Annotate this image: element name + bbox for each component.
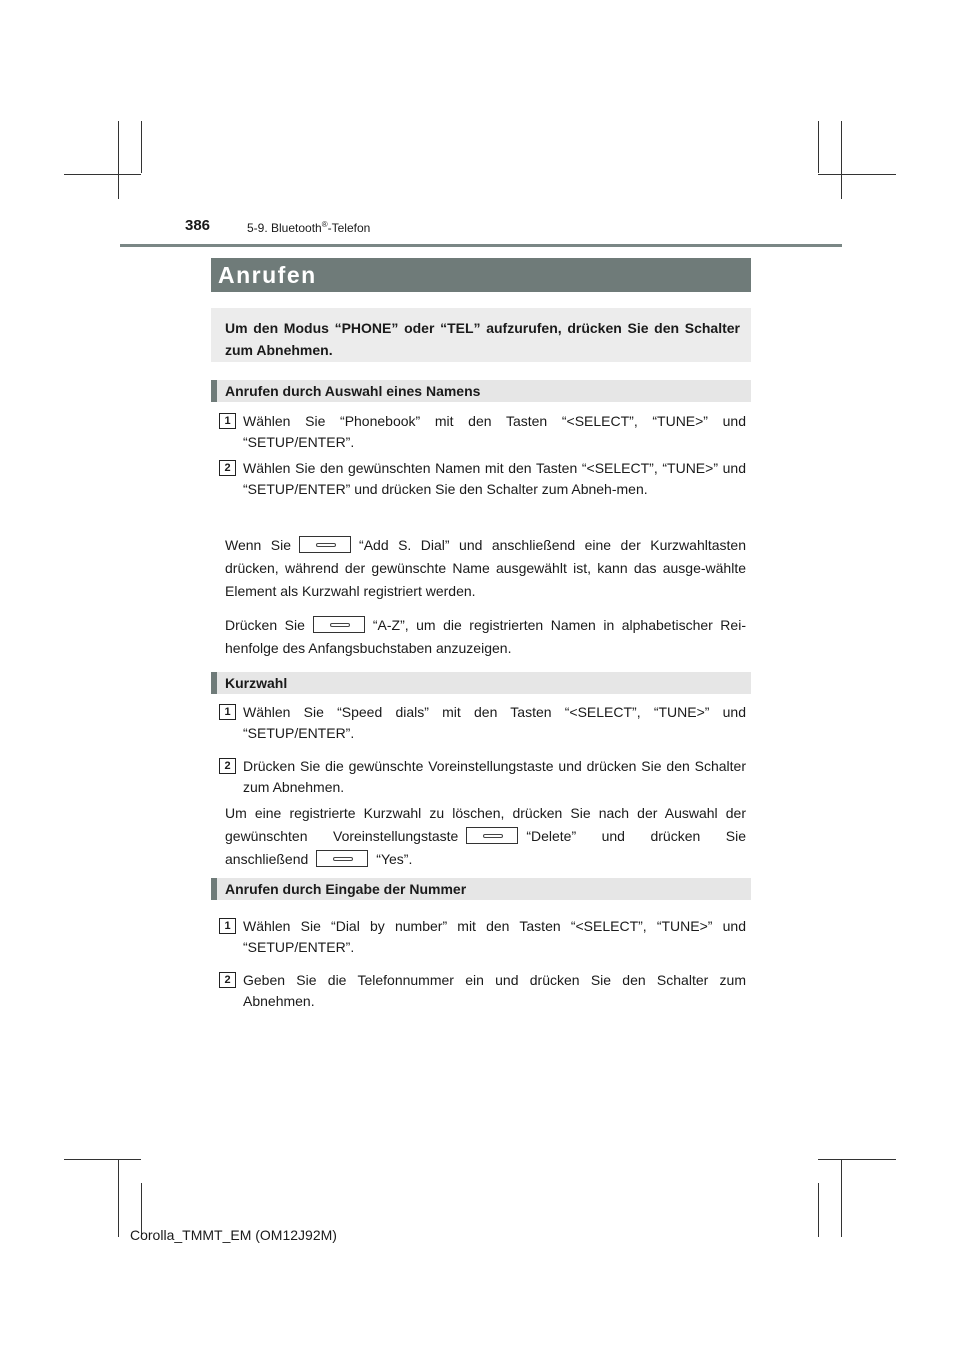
note-add-speed-dial [225, 534, 746, 603]
step-number-badge: 2 [219, 972, 236, 988]
step-text: Drücken Sie die gewünschte Voreinstellungstaste und drücken Sie den Schalter zum Abnehmen. [243, 758, 746, 795]
page-title: Anrufen [211, 258, 751, 292]
note-a-z [225, 614, 746, 660]
section-suffix: -Telefon [327, 221, 371, 235]
note-text-after: “A-Z”, um die registrierten Namen in alphabetischer Rei-henfolge des Anfangsbuchstaben anzuzeigen. [225, 617, 746, 656]
note-text-before: Wenn Sie [225, 537, 292, 553]
intro-box: Um den Modus “PHONE” oder “TEL” aufzurufen, drücken Sie den Schalter zum Abnehmen. [211, 308, 751, 362]
crop-mark [118, 121, 119, 199]
crop-mark [118, 1159, 119, 1237]
note-delete-speed-dial [225, 802, 746, 871]
step-text: Wählen Sie den gewünschten Namen mit den Tasten “<SELECT”, “TUNE>” und “SETUP/ENTER” und drücken Sie den Schalter zum Abneh-men. [243, 460, 746, 497]
note-part-3: “Yes”. [376, 851, 413, 867]
phone-switch-icon [466, 827, 518, 844]
crop-mark [64, 1159, 141, 1160]
crop-mark [818, 174, 896, 175]
crop-mark [64, 174, 141, 175]
section-heading-dial-number: Anrufen durch Eingabe der Nummer [211, 878, 751, 900]
note-text-after: “Add S. Dial” und anschließend eine der Kurzwahltasten drücken, während der gewünschte Name ausgewählt ist, kann das ausge-wählte Element als Kurzwahl registriert werden. [225, 537, 746, 599]
step-number-badge: 1 [219, 704, 236, 720]
section-heading-speed-dial: Kurzwahl [211, 672, 751, 694]
registered-mark: ® [321, 220, 328, 229]
note-text-before: Drücken Sie [225, 617, 305, 633]
note-part-1: Um eine registrierte Kurzwahl zu löschen, drücken Sie nach der Auswahl der gewünschten Voreinstellungstaste [225, 805, 746, 844]
crop-mark [818, 121, 819, 173]
crop-mark [841, 121, 842, 199]
header-rule [120, 244, 842, 247]
step-number-badge: 1 [219, 413, 236, 429]
section-breadcrumb [247, 220, 370, 235]
section-prefix: 5-9. Bluetooth [247, 221, 322, 235]
step-number-badge: 2 [219, 460, 236, 476]
phone-switch-icon [313, 616, 365, 633]
crop-mark [818, 1159, 896, 1160]
page-number: 386 [185, 217, 211, 234]
note-part-2: “Delete” und drücken Sie anschließend [225, 828, 746, 867]
phone-switch-icon [299, 536, 351, 553]
document-footer: Corolla_TMMT_EM (OM12J92M) [130, 1227, 337, 1243]
section-heading-name-selection: Anrufen durch Auswahl eines Namens [211, 380, 751, 402]
crop-mark [818, 1183, 819, 1237]
crop-mark [841, 1159, 842, 1237]
step-text: Geben Sie die Telefonnummer ein und drücken Sie den Schalter zum Abnehmen. [243, 972, 746, 1009]
step-number-badge: 2 [219, 758, 236, 774]
step-text: Wählen Sie “Dial by number” mit den Tasten “<SELECT”, “TUNE>” und “SETUP/ENTER”. [243, 918, 746, 955]
step-text: Wählen Sie “Phonebook” mit den Tasten “<SELECT”, “TUNE>” und “SETUP/ENTER”. [243, 413, 746, 450]
phone-switch-icon [316, 850, 368, 867]
step-number-badge: 1 [219, 918, 236, 934]
crop-mark [141, 121, 142, 173]
step-text: Wählen Sie “Speed dials” mit den Tasten “<SELECT”, “TUNE>” und “SETUP/ENTER”. [243, 704, 746, 741]
